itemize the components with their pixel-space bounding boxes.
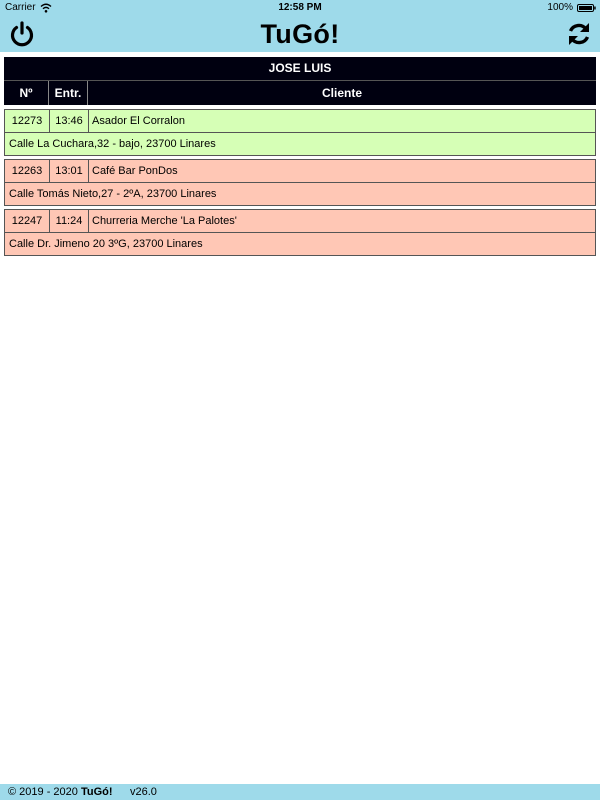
column-client: Cliente: [321, 86, 362, 100]
copyright-text: [8, 784, 113, 800]
order-number: 12247: [5, 210, 50, 232]
app-version: v26.0: [130, 786, 157, 798]
copyright-years: © 2019 - 2020: [8, 786, 78, 798]
status-bar: [0, 0, 600, 16]
column-delivery: Entr.: [49, 81, 88, 105]
order-time: 13:46: [50, 110, 89, 132]
driver-name: JOSE LUIS: [4, 57, 596, 81]
order-card[interactable]: [4, 109, 596, 156]
status-time: 12:58 PM: [278, 2, 322, 13]
refresh-icon[interactable]: [565, 20, 593, 48]
order-client: Café Bar PonDos: [92, 165, 178, 177]
order-card[interactable]: [4, 159, 596, 206]
app-title: TuGó!: [260, 19, 340, 49]
order-time: 13:01: [50, 160, 89, 182]
column-number: Nº: [4, 81, 49, 105]
battery-percent: 100%: [547, 2, 573, 13]
order-address: Calle Tomás Nieto,27 - 2ºA, 23700 Linares: [9, 188, 217, 200]
order-number: 12263: [5, 160, 50, 182]
order-number: 12273: [5, 110, 50, 132]
order-address: Calle Dr. Jimeno 20 3ºG, 23700 Linares: [9, 238, 203, 250]
carrier-label: Carrier: [5, 2, 36, 13]
app-header: [0, 16, 600, 52]
order-card[interactable]: [4, 209, 596, 256]
app-footer: [0, 784, 600, 800]
order-client: Churreria Merche 'La Palotes': [92, 215, 237, 227]
battery-icon: [577, 4, 596, 12]
order-address: Calle La Cuchara,32 - bajo, 23700 Linares: [9, 138, 216, 150]
order-client: Asador El Corralon: [92, 115, 185, 127]
orders-table-header: [4, 57, 596, 105]
order-time: 11:24: [50, 210, 89, 232]
footer-brand: TuGó!: [80, 786, 113, 798]
